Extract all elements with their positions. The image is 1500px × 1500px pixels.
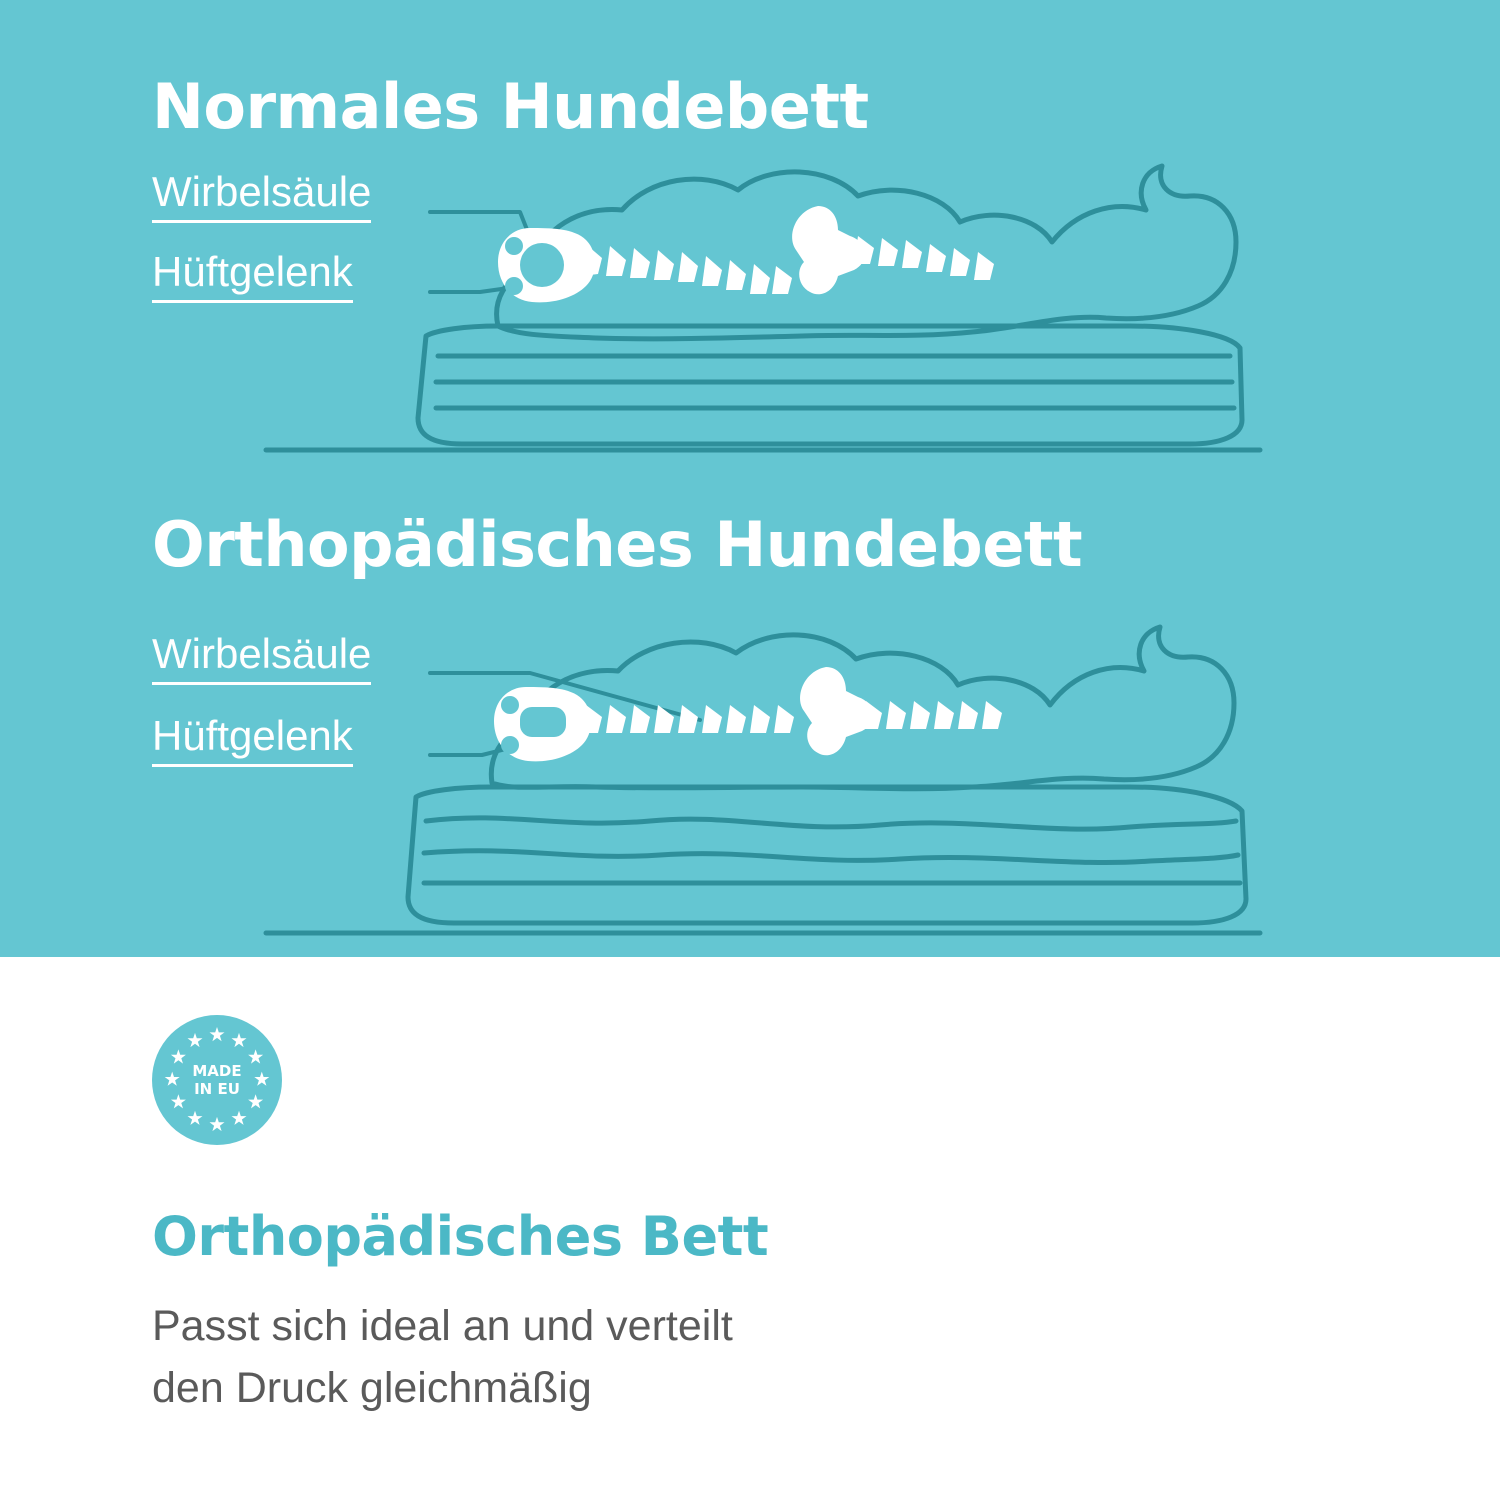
callout-label-spine-normal: Wirbelsäule (152, 168, 371, 223)
made-in-eu-badge (152, 1015, 282, 1145)
badge-line1-text: MADE (192, 1062, 242, 1080)
section-title-orthopedic-bed: Orthopädisches Hundebett (152, 508, 1083, 581)
bottom-heading: Orthopädisches Bett (152, 1205, 769, 1268)
callout-label-hip-normal: Hüftgelenk (152, 248, 353, 303)
bottom-description (152, 1295, 1052, 1420)
callout-label-hip-orthopedic: Hüftgelenk (152, 712, 353, 767)
badge-line2-text: IN EU (194, 1080, 240, 1098)
callout-label-spine-orthopedic: Wirbelsäule (152, 630, 371, 685)
illustration-normal-bed (230, 150, 1290, 485)
illustration-orthopedic-bed (230, 615, 1290, 950)
bottom-description-line-1: Passt sich ideal an und verteilt (152, 1302, 733, 1350)
section-title-normal-bed: Normales Hundebett (152, 70, 869, 143)
bottom-description-line-2: den Druck gleichmäßig (152, 1364, 592, 1413)
